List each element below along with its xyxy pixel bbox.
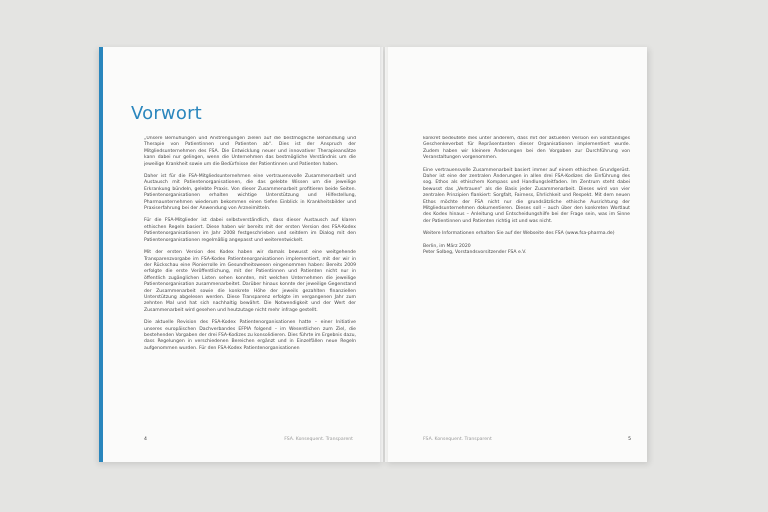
accent-bar: [99, 47, 103, 462]
paragraph: Eine vertrauensvolle Zusammenarbeit basiert immer auf einem ethischen Grundgerüst. Daher ist eine der zentralen Änderungen in allen drei FSA-Kodizes die Einführung des sog. Ethos als ethischem Kompass und Handlungsleitfaden. Im Zentrum steht dabei bewusst das „Vertrauen“ als die Basis jeder Zusammenarbeit. Dieses wird von vier zentralen Prinzipien flankiert: Sorgfalt, Fairness, Ehrlichkeit und Respekt. Mit dem neuen Ethos möchte der FSA nicht nur die grundsätzliche ethische Ausrichtung der Mitgliedsunternehmen dokumentieren. Dieses soll – auch über den konkreten Wortlaut des Kodex hinaus – Anleitung und Entscheidungshilfe bei der Frage sein, was im Sinne der Patientinnen und Patienten richtig ist und was nicht.: [423, 167, 630, 224]
page-title: Vorwort: [131, 103, 202, 124]
paragraph: Daher ist für die FSA-Mitgliedsunternehmen eine vertrauensvolle Zusammenarbeit und Austausch mit Patientenorganisationen, die das gelebte Wissen um die jeweilige Erkrankung bündeln, gelebte Praxis. Von dieser Zusammenarbeit profitieren beide Seiten. Patientenorganisationen erhalten wichtige Unterstützung und Hilfestellung, Pharmaunternehmen wiederum bekommen einen tiefen Einblick in Krankheitsbilder und Praxiserfahrung bei der Anwendung von Arzneimitteln.: [144, 174, 356, 212]
footer-tagline: FSA. Konsequent. Transparent: [284, 437, 353, 442]
signature-block: [423, 244, 630, 257]
right-text-column: [423, 136, 630, 336]
page-number: 4: [144, 437, 147, 442]
page-number: 5: [628, 437, 631, 442]
signature-name: Peter Solbeg, Vorstandsvorsitzender FSA e.V.: [423, 250, 527, 256]
left-text-column: [144, 136, 356, 418]
paragraph: Mit der ersten Version des Kodex haben wir damals bewusst eine weitgehende Transparenzvorgabe im FSA-Kodex Patientenorganisationen implementiert, mit der wir in der Rückschau eine Pionierrolle im Gesundheitswesen eingenommen haben: Bereits 2009 erfolgte die erste Veröffentlichung, mit der Patientinnen und Patienten nicht nur in öffentlich zugänglichen Listen sehen konnten, mit welchen Unternehmen die jeweilige Patientenorganisation zusammenarbeitet. Darüber hinaus konnte der jeweilige Gegenstand der Zusammenarbeit sowie die konkrete Höhe der jeweils gezahlten finanziellen Unterstützung abgelesen werden. Diese Transparenz erfolgte im vergangenen Jahr zum zehnten Mal und hat sich nachhaltig bewährt. Die Notwendigkeit und der Wert der Zusammenarbeit wird gesehen und heutzutage nicht mehr infrage gestellt.: [144, 250, 356, 313]
footer-tagline: FSA. Konsequent. Transparent: [423, 437, 492, 442]
paragraph: Die aktuelle Revision des FSA-Kodex Patientenorganisationen hatte – einer Initiative unseres europäischen Dachverbandes EFPIA folgend – im Wesentlichen zum Ziel, die bestehenden Vorgaben der drei FSA-Kodizes zu konsolidieren. Dies führte im Ergebnis dazu, dass Regelungen in verschiedenen Bereichen ergänzt und in Einzelfällen neue Regeln aufgenommen wurden. Für den FSA-Kodex Patientenorganisationen: [144, 320, 356, 351]
paragraph: „Unsere Bemühungen und Anstrengungen zielen auf die bestmögliche Behandlung und Therapie von Patientinnen und Patienten ab“. Dies ist der Anspruch der Mitgliedsunternehmen des FSA. Die Entwicklung neuer und innovativer Therapieansätze kann dabei nur gelingen, wenn die Unternehmen das bestmögliche Verständnis um die jeweilige Krankheit sowie um die Bedürfnisse der Patientinnen und Patienten haben.: [144, 136, 356, 167]
paragraph: Weitere Informationen erhalten Sie auf der Webseite des FSA (www.fsa-pharma.de): [423, 231, 615, 237]
left-page: [99, 47, 383, 462]
book-spine: [380, 47, 388, 462]
signature-place-date: Berlin, im März 2020: [423, 243, 471, 249]
right-page: [385, 47, 647, 462]
paragraph: Für die FSA-Mitglieder ist dabei selbstverständlich, dass dieser Austausch auf klaren ethischen Regeln basiert. Diese haben wir bereits mit der ersten Version des FSA-Kodex Patientenorganisationen im Jahr 2008 festgeschrieben und seitdem im Dialog mit den Patientenorganisationen regelmäßig angepasst und weiterentwickelt.: [144, 218, 356, 243]
paragraph: konkret bedeutete dies unter anderem, dass mit der aktuellen Version ein vollständiges Geschenkeverbot für Repräsentanten dieser Organisationen implementiert wurde. Zudem haben wir kleinere Änderungen bei den Vorgaben zur Durchführung von Veranstaltungen vorgenommen.: [423, 136, 630, 161]
